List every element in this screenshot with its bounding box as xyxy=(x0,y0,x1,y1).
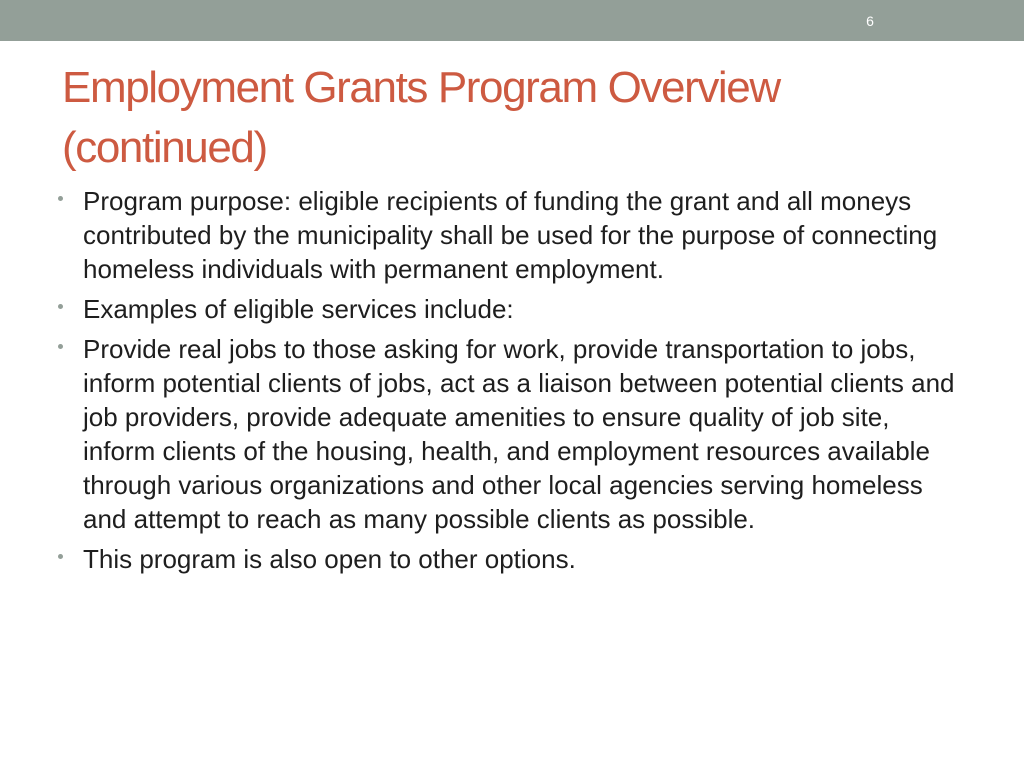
bullet-text: Program purpose: eligible recipients of funding the grant and all moneys contributed by the municipality shall be used for the purpose of connecting homeless individuals with permanent employment. xyxy=(83,186,938,284)
bullet-text: This program is also open to other options. xyxy=(83,544,576,574)
bullet-dot-icon xyxy=(58,344,63,349)
slide-title-line-1: Employment Grants Program Overview xyxy=(62,63,780,112)
bullet-eligible-services xyxy=(58,292,968,326)
bullet-list xyxy=(58,184,968,582)
bullet-dot-icon xyxy=(58,196,63,201)
bullet-other-options xyxy=(58,542,968,576)
bullet-dot-icon xyxy=(58,304,63,309)
slide-title-line-2: (continued) xyxy=(62,123,267,172)
slide-title xyxy=(62,58,962,178)
bullet-text: Provide real jobs to those asking for work, provide transportation to jobs, inform potential clients of jobs, act as a liaison between potential clients and job providers, provide adequate amenities to ensure quality of job site, inform clients of the housing, health, and employment resources available through various organizations and other local agencies serving homeless and attempt to reach as many possible clients as possible. xyxy=(83,334,955,534)
bullet-text: Examples of eligible services include: xyxy=(83,294,514,324)
bullet-dot-icon xyxy=(58,554,63,559)
slide-number: 6 xyxy=(866,13,874,29)
bullet-program-purpose xyxy=(58,184,968,286)
bullet-service-list xyxy=(58,332,968,536)
header-bar xyxy=(0,0,1024,41)
